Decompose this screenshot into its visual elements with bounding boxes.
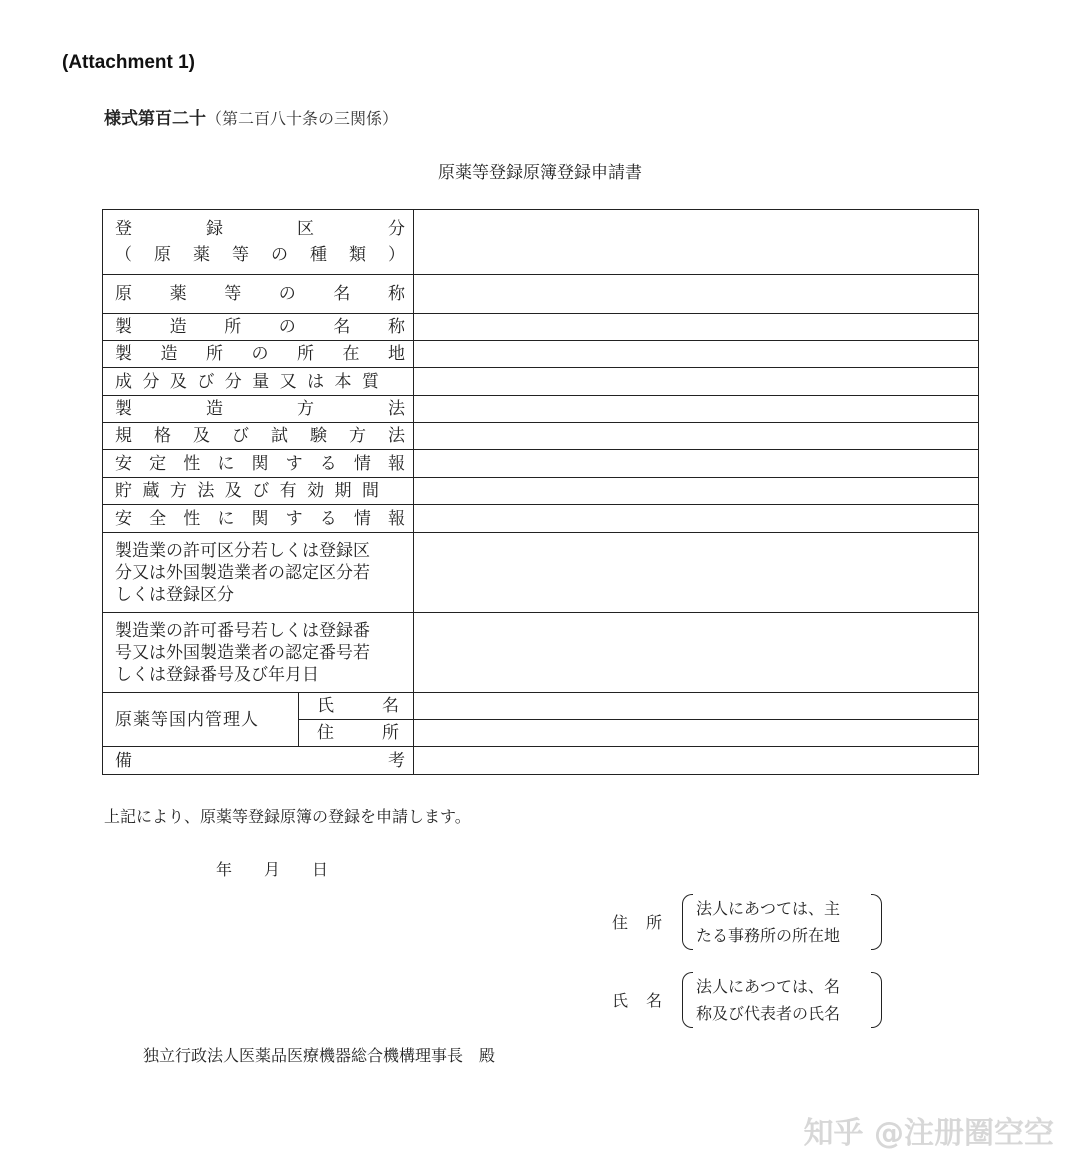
table-row bbox=[103, 478, 979, 505]
note-line: 法人にあつては、名 bbox=[696, 977, 841, 996]
applicant-name-note bbox=[682, 970, 882, 1028]
domestic-manager-label-text: 原薬等国内管理人 bbox=[115, 709, 259, 730]
table-row bbox=[103, 210, 979, 275]
row-label-line: 製造業の許可番号若しくは登録番 bbox=[115, 620, 370, 641]
row-label-line: 製造業の許可区分若しくは登録区 bbox=[115, 540, 370, 561]
manufacturing-method-field[interactable] bbox=[414, 396, 979, 423]
row-label bbox=[103, 478, 414, 505]
left-bracket bbox=[682, 894, 693, 950]
applicant-address-block bbox=[612, 892, 892, 952]
table-row bbox=[103, 275, 979, 314]
left-bracket bbox=[682, 972, 693, 1028]
row-label bbox=[103, 613, 414, 693]
manager-address-label-text: 住所 bbox=[317, 723, 399, 743]
manager-name-label-text: 氏名 bbox=[317, 696, 399, 716]
table-row bbox=[103, 747, 979, 775]
domestic-manager-label bbox=[103, 693, 299, 747]
right-bracket bbox=[871, 894, 882, 950]
row-label bbox=[103, 368, 414, 396]
row-label bbox=[103, 505, 414, 533]
manufacturing-site-address-field[interactable] bbox=[414, 341, 979, 368]
row-label-line: 号又は外国製造業者の認定番号若 bbox=[115, 642, 370, 663]
row-label bbox=[103, 314, 414, 341]
table-row bbox=[103, 450, 979, 478]
license-number-field[interactable] bbox=[414, 613, 979, 693]
table-row bbox=[103, 693, 979, 720]
manager-name-field[interactable] bbox=[414, 693, 979, 720]
storage-shelf-life-field[interactable] bbox=[414, 478, 979, 505]
date-year: 年 bbox=[216, 860, 233, 879]
applicant-address-note bbox=[682, 892, 882, 950]
row-label-text: 貯蔵方法及び有効期間 bbox=[115, 481, 379, 501]
manager-address-label bbox=[299, 720, 414, 747]
date-line bbox=[216, 857, 360, 880]
row-label-line: 分又は外国製造業者の認定区分若 bbox=[115, 562, 370, 583]
manager-address-field[interactable] bbox=[414, 720, 979, 747]
applicant-name-label: 氏名 bbox=[612, 991, 681, 1010]
row-label bbox=[103, 747, 414, 775]
row-label bbox=[103, 423, 414, 450]
watermark: 知乎 @注册圈空空 bbox=[803, 1116, 1054, 1151]
table-row bbox=[103, 613, 979, 693]
row-label bbox=[103, 396, 414, 423]
composition-field[interactable] bbox=[414, 368, 979, 396]
row-label-text: 製造所の所在地 bbox=[115, 344, 405, 364]
row-label bbox=[103, 450, 414, 478]
table-row bbox=[103, 423, 979, 450]
row-label-text: 原薬等の名称 bbox=[115, 284, 405, 304]
license-category-field[interactable] bbox=[414, 533, 979, 613]
row-label-text: 製造方法 bbox=[115, 399, 405, 419]
row-label-line: 登録区分 bbox=[115, 219, 405, 239]
row-label-text: 安全性に関する情報 bbox=[115, 508, 405, 529]
manufacturing-site-name-field[interactable] bbox=[414, 314, 979, 341]
stability-info-field[interactable] bbox=[414, 450, 979, 478]
form-number-sub: （第二百八十条の三関係） bbox=[206, 109, 399, 128]
table-row bbox=[103, 396, 979, 423]
remarks-label-text: 備考 bbox=[115, 750, 405, 771]
date-day: 日 bbox=[312, 860, 329, 879]
row-label-line: しくは登録区分 bbox=[115, 584, 234, 605]
note-line: たる事務所の所在地 bbox=[696, 926, 841, 945]
registration-form-table bbox=[102, 209, 979, 775]
row-label bbox=[103, 210, 414, 275]
registration-category-field[interactable] bbox=[414, 210, 979, 275]
applicant-name-block bbox=[612, 970, 892, 1030]
row-label bbox=[103, 275, 414, 314]
row-label-line: しくは登録番号及び年月日 bbox=[115, 664, 319, 685]
row-label-text: 規格及び試験方法 bbox=[115, 426, 405, 446]
attachment-label: (Attachment 1) bbox=[62, 52, 196, 73]
table-row bbox=[103, 341, 979, 368]
manager-name-label bbox=[299, 693, 414, 720]
note-line: 法人にあつては、主 bbox=[696, 899, 841, 918]
safety-info-field[interactable] bbox=[414, 505, 979, 533]
remarks-field[interactable] bbox=[414, 747, 979, 775]
row-label-text: 安定性に関する情報 bbox=[115, 453, 405, 474]
row-label-line: （原薬等の種類） bbox=[115, 245, 405, 265]
form-number-main: 様式第百二十 bbox=[104, 109, 206, 129]
table-row bbox=[103, 368, 979, 396]
applicant-address-label: 住所 bbox=[612, 913, 681, 932]
specifications-field[interactable] bbox=[414, 423, 979, 450]
row-label bbox=[103, 341, 414, 368]
drug-substance-name-field[interactable] bbox=[414, 275, 979, 314]
document-title: 原薬等登録原簿登録申請書 bbox=[438, 163, 642, 183]
application-statement: 上記により、原薬等登録原簿の登録を申請します。 bbox=[104, 807, 471, 826]
row-label-text: 成分及び分量又は本質 bbox=[115, 371, 379, 392]
date-month: 月 bbox=[264, 860, 281, 879]
table-row bbox=[103, 505, 979, 533]
right-bracket bbox=[871, 972, 882, 1028]
row-label-text: 製造所の名称 bbox=[115, 317, 405, 337]
table-row bbox=[103, 314, 979, 341]
table-row bbox=[103, 533, 979, 613]
row-label bbox=[103, 533, 414, 613]
note-line: 称及び代表者の氏名 bbox=[696, 1004, 841, 1023]
form-number bbox=[104, 104, 398, 129]
addressee: 独立行政法人医薬品医療機器総合機構理事長 殿 bbox=[143, 1046, 496, 1065]
